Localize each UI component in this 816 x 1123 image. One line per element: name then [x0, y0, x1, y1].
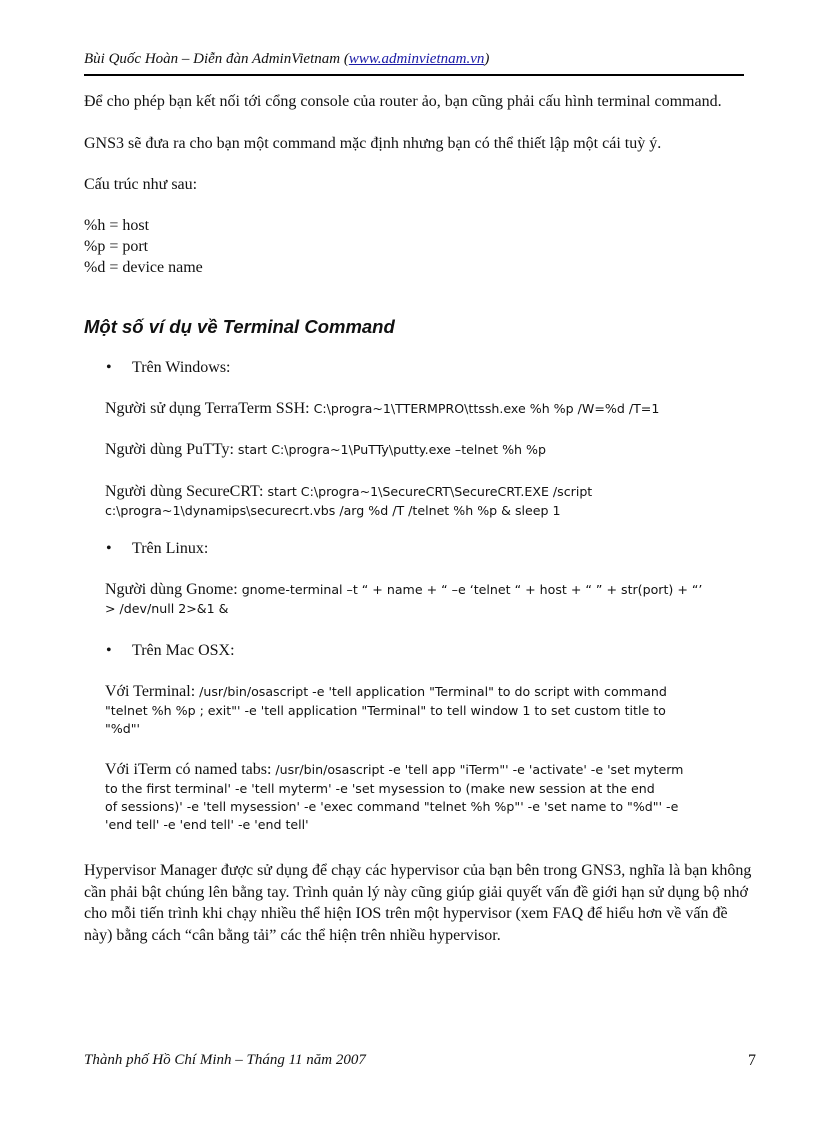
var-device: %d = device name [84, 259, 203, 276]
iterm-label: Với iTerm có named tabs: [105, 761, 276, 778]
securecrt-command-1: start C:\progra~1\SecureCRT\SecureCRT.EXE /script [267, 484, 593, 499]
securecrt-command-2: c:\progra~1\dynamips\securecrt.vbs /arg %d /T /telnet %h %p & sleep 1 [105, 503, 561, 518]
page-header [84, 51, 744, 68]
page-number: 7 [748, 1052, 756, 1069]
gnome-command-2: > /dev/null 2>&1 & [105, 601, 229, 616]
var-host: %h = host [84, 217, 150, 234]
bullet-dot-icon: • [106, 540, 112, 557]
mac-terminal-command-3: "%d"' [105, 721, 141, 736]
footer-text: Thành phố Hồ Chí Minh – Tháng 11 năm 2007 [84, 1052, 366, 1068]
intro-paragraph-2: GNS3 sẽ đưa ra cho bạn một command mặc định nhưng bạn có thể thiết lập một cái tuỳ ý. [84, 135, 662, 152]
mac-terminal-command-2: "telnet %h %p ; exit"' -e 'tell application "Terminal" to tell window 1 to set custom title to [105, 703, 666, 718]
var-port: %p = port [84, 238, 149, 255]
header-close: ) [484, 51, 490, 67]
intro-paragraph-3: Cấu trúc như sau: [84, 176, 198, 193]
bullet-windows-label: Trên Windows: [132, 359, 231, 376]
bullet-dot-icon: • [106, 642, 112, 659]
putty-line [84, 439, 754, 460]
iterm-command-2: to the first terminal' -e 'tell myterm' -e 'set mysession to (make new session at the end [105, 781, 655, 796]
iterm-command-3: of sessions)' -e 'tell mysession' -e 'exec command "telnet %h %p"' -e 'set name to "%d"' -e [105, 799, 679, 814]
iterm-command-1: /usr/bin/osascript -e 'tell app "iTerm"' -e 'activate' -e 'set myterm [275, 762, 684, 777]
putty-label: Người dùng PuTTy: [105, 441, 238, 458]
gnome-command-1: gnome-terminal –t “ + name + “ –e ‘telnet “ + host + “ ” + str(port) + “’ [241, 582, 703, 597]
iterm-line-1 [105, 759, 754, 780]
putty-command: start C:\progra~1\PuTTy\putty.exe –telnet %h %p [237, 442, 546, 457]
gnome-block [84, 579, 754, 618]
bullet-mac-label: Trên Mac OSX: [132, 642, 235, 659]
bullet-linux-label: Trên Linux: [132, 540, 209, 557]
closing-paragraph: Hypervisor Manager được sử dụng để chạy các hypervisor của bạn bên trong GNS3, nghĩa là bạn không cần phải bật chúng lên bằng tay. Trình quản lý này cũng giúp giải quyết vấn đề giới hạn sử dụng bộ nhớ cho mỗi tiến trình khi chạy nhiều thể hiện IOS trên một hypervisor (xem FAQ để hiểu hơn về vấn đề này) bằng cách “cân bằng tải” các thể hiện trên nhiều hypervisor. [84, 862, 752, 944]
terraterm-line [84, 398, 754, 419]
mac-terminal-line-1 [105, 681, 754, 702]
bullet-windows [84, 357, 754, 378]
bullet-dot-icon: • [106, 359, 112, 376]
mac-terminal-label: Với Terminal: [105, 683, 200, 700]
intro-paragraph-1: Để cho phép bạn kết nối tới cổng console của router ảo, bạn cũng phải cấu hình terminal command. [84, 93, 722, 110]
page-footer [84, 1052, 756, 1069]
iterm-command-4: 'end tell' -e 'end tell' -e 'end tell' [105, 817, 309, 832]
mac-terminal-command-1: /usr/bin/osascript -e 'tell application "Terminal" to do script with command [199, 684, 667, 699]
page-content [84, 91, 754, 946]
header-rule [84, 74, 744, 76]
terraterm-command: C:\progra~1\TTERMPRO\ttssh.exe %h %p /W=%d /T=1 [313, 401, 660, 416]
securecrt-block [84, 481, 754, 520]
securecrt-label: Người dùng SecureCRT: [105, 483, 268, 500]
header-link[interactable]: www.adminvietnam.vn [348, 51, 485, 67]
mac-terminal-block [84, 681, 754, 738]
bullet-linux [84, 538, 754, 559]
header-text: Bùi Quốc Hoàn – Diễn đàn AdminVietnam ( [84, 51, 349, 67]
iterm-block [84, 759, 754, 834]
section-title: Một số ví dụ về Terminal Command [84, 316, 395, 337]
terraterm-label: Người sử dụng TerraTerm SSH: [105, 400, 314, 417]
securecrt-line-1 [105, 481, 754, 502]
bullet-mac [84, 640, 754, 661]
gnome-line-1 [105, 579, 754, 600]
gnome-label: Người dùng Gnome: [105, 581, 242, 598]
